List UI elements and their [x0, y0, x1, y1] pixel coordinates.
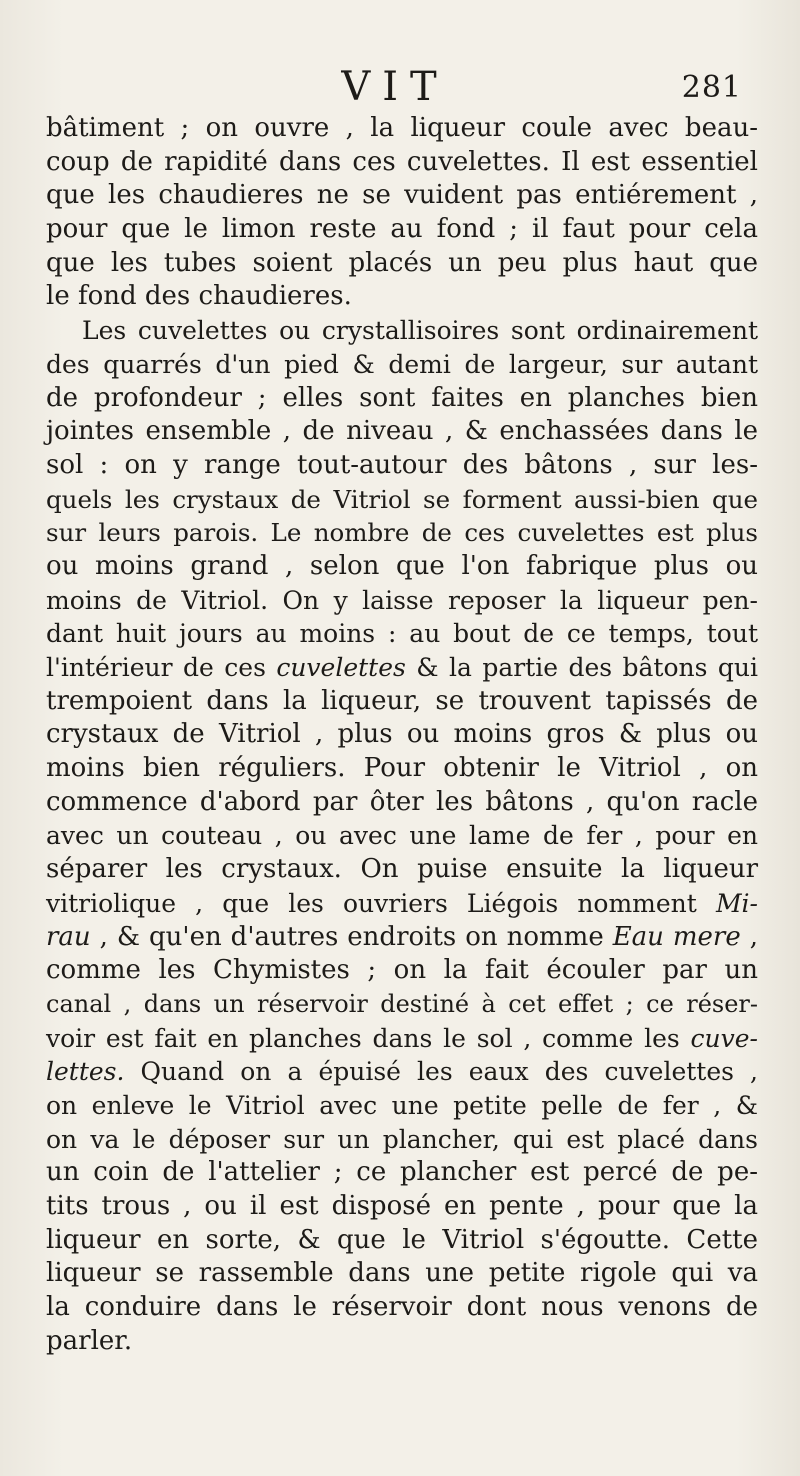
text-line: moins bien réguliers. Pour obtenir le Vitriol , on	[46, 753, 758, 784]
text-line: comme les Chymistes ; on la fait écouler par un	[46, 955, 758, 986]
text-line: coup de rapidité dans ces cuvelettes. Il est essentiel	[46, 146, 758, 177]
text-line: un coin de l'attelier ; ce plancher est percé de pe-	[46, 1157, 758, 1188]
text-line: sur leurs parois. Le nombre de ces cuvelettes est plus	[46, 518, 758, 548]
text-line: pour que le limon reste au fond ; il faut pour cela	[46, 214, 758, 245]
text-line: liqueur se rassemble dans une petite rigole qui va	[46, 1258, 758, 1289]
text-line: voir est fait en planches dans le sol , comme les cuve-	[46, 1023, 758, 1053]
text-line: rau , & qu'en d'autres endroits on nomme Eau mere ,	[46, 921, 758, 952]
text-line: canal , dans un réservoir destiné à cet effet ; ce réser-	[46, 989, 758, 1018]
text-line: jointes ensemble , de niveau , & enchassées dans le	[46, 416, 758, 447]
page-header	[0, 62, 800, 112]
text-line: tits trous , ou il est disposé en pente , pour que la	[46, 1191, 758, 1221]
text-line: des quarrés d'un pied & demi de largeur, sur autant	[46, 349, 758, 379]
text-line: dant huit jours au moins : au bout de ce temps, tout	[46, 619, 758, 649]
text-line: sol : on y range tout-autour des bâtons , sur les-	[46, 449, 758, 480]
text-line: crystaux de Vitriol , plus ou moins gros & plus ou	[46, 719, 758, 750]
text-line: vitriolique , que les ouvriers Liégois nomment Mi-	[46, 888, 758, 918]
text-line: lettes. Quand on a épuisé les eaux des cuvelettes ,	[46, 1057, 758, 1087]
text-line: que les chaudieres ne se vuident pas entiérement ,	[46, 180, 758, 211]
text-line: Les cuvelettes ou crystallisoires sont ordinairement	[82, 316, 758, 346]
text-line: quels les crystaux de Vitriol se forment aussi-bien que	[46, 484, 758, 514]
text-line: de profondeur ; elles sont faites en planches bien	[46, 382, 758, 413]
text-line: commence d'abord par ôter les bâtons , qu'on racle	[46, 786, 758, 817]
text-line: liqueur en sorte, & que le Vitriol s'égoutte. Cette	[46, 1224, 758, 1255]
page-number: 281	[681, 70, 742, 105]
text-line: séparer les crystaux. On puise ensuite la liqueur	[46, 854, 758, 885]
text-line: on enleve le Vitriol avec une petite pelle de fer , &	[46, 1090, 758, 1120]
text-line: trempoient dans la liqueur, se trouvent tapissés de	[46, 685, 758, 716]
text-line: avec un couteau , ou avec une lame de fer , pour en	[46, 821, 758, 851]
text-line: on va le déposer sur un plancher, qui est placé dans	[46, 1124, 758, 1154]
text-line: parler.	[46, 1325, 133, 1356]
text-line: moins de Vitriol. On y laisse reposer la liqueur pen-	[46, 585, 758, 615]
text-line: le fond des chaudieres.	[46, 281, 352, 312]
body-text	[46, 112, 758, 1358]
text-line: bâtiment ; on ouvre , la liqueur coule avec beau-	[46, 113, 758, 143]
text-line: ou moins grand , selon que l'on fabrique plus ou	[46, 550, 758, 581]
running-head: VIT	[341, 64, 449, 110]
text-line: la conduire dans le réservoir dont nous venons de	[46, 1292, 758, 1323]
text-line: l'intérieur de ces cuvelettes & la partie des bâtons qui	[46, 653, 758, 682]
text-line: que les tubes soient placés un peu plus haut que	[46, 247, 758, 278]
